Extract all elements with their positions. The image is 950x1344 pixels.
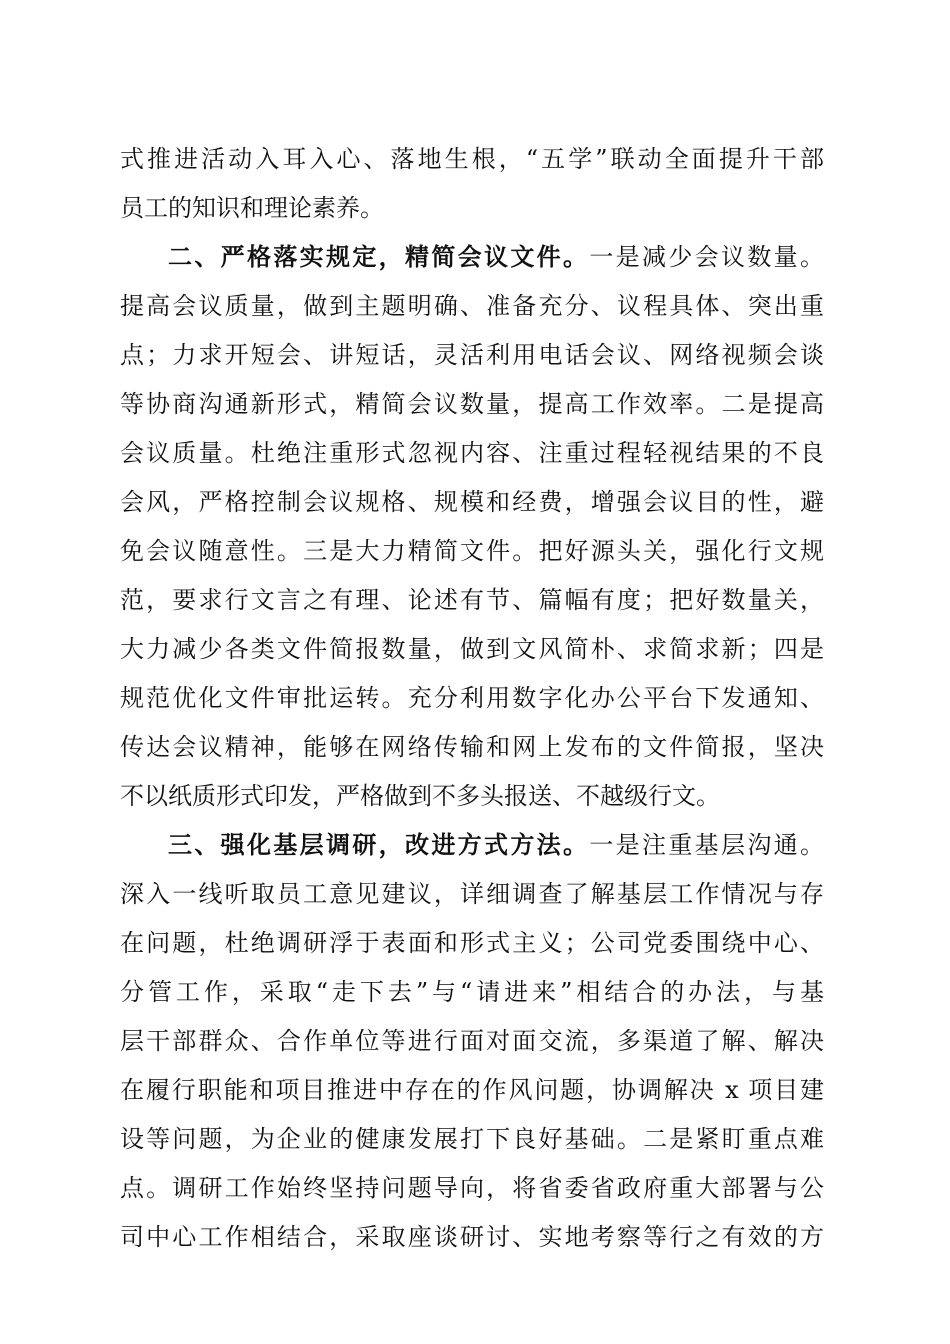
text-line: 规范优化文件审批运转。充分利用数字化办公平台下发通知、 [120, 684, 824, 712]
text-line: 深入一线听取员工意见建议，详细调查了解基层工作情况与存 [120, 880, 824, 908]
text-run: 一是注重基层沟通。 [589, 831, 824, 859]
text-line: 分管工作，采取“走下去”与“请进来”相结合的办法，与基 [120, 978, 824, 1006]
section-heading: 三、强化基层调研，改进方式方法。 [168, 831, 590, 859]
text-line: 在问题，杜绝调研浮于表面和形式主义；公司党委围绕中心、 [120, 929, 824, 957]
text-line: 点；力求开短会、讲短话，灵活利用电话会议、网络视频会谈 [120, 341, 824, 369]
text-line: 提高会议质量，做到主题明确、准备充分、议程具体、突出重 [120, 292, 824, 320]
text-line: 免会议随意性。三是大力精简文件。把好源头关，强化行文规 [120, 537, 824, 565]
text-line: 司中心工作相结合，采取座谈研讨、实地考察等行之有效的方 [120, 1223, 824, 1251]
text-line: 在履行职能和项目推进中存在的作风问题，协调解决 x 项目建 [120, 1076, 824, 1104]
text-line: 会风，严格控制会议规格、规模和经费，增强会议目的性，避 [120, 488, 824, 516]
text-line: 员工的知识和理论素养。 [120, 194, 384, 222]
section-heading: 二、严格落实规定，精简会议文件。 [168, 243, 590, 271]
text-run: 一是减少会议数量。 [589, 243, 824, 271]
text-line: 点。调研工作始终坚持问题导向，将省委省政府重大部署与公 [120, 1174, 824, 1202]
text-line: 设等问题，为企业的健康发展打下良好基础。二是紧盯重点难 [120, 1125, 824, 1153]
text-line: 会议质量。杜绝注重形式忽视内容、注重过程轻视结果的不良 [120, 439, 824, 467]
text-line: 式推进活动入耳入心、落地生根，“五学”联动全面提升干部 [120, 145, 824, 173]
section-heading-line [168, 825, 824, 865]
text-line: 等协商沟通新形式，精简会议数量，提高工作效率。二是提高 [120, 390, 824, 418]
text-line: 层干部群众、合作单位等进行面对面交流，多渠道了解、解决 [120, 1027, 824, 1055]
text-line: 不以纸质形式印发，严格做到不多头报送、不越级行文。 [120, 782, 720, 810]
text-line: 范，要求行文言之有理、论述有节、篇幅有度；把好数量关， [120, 586, 824, 614]
text-line: 大力减少各类文件简报数量，做到文风简朴、求简求新；四是 [120, 635, 824, 663]
section-heading-line [168, 237, 824, 277]
text-line: 传达会议精神，能够在网络传输和网上发布的文件简报，坚决 [120, 733, 824, 761]
